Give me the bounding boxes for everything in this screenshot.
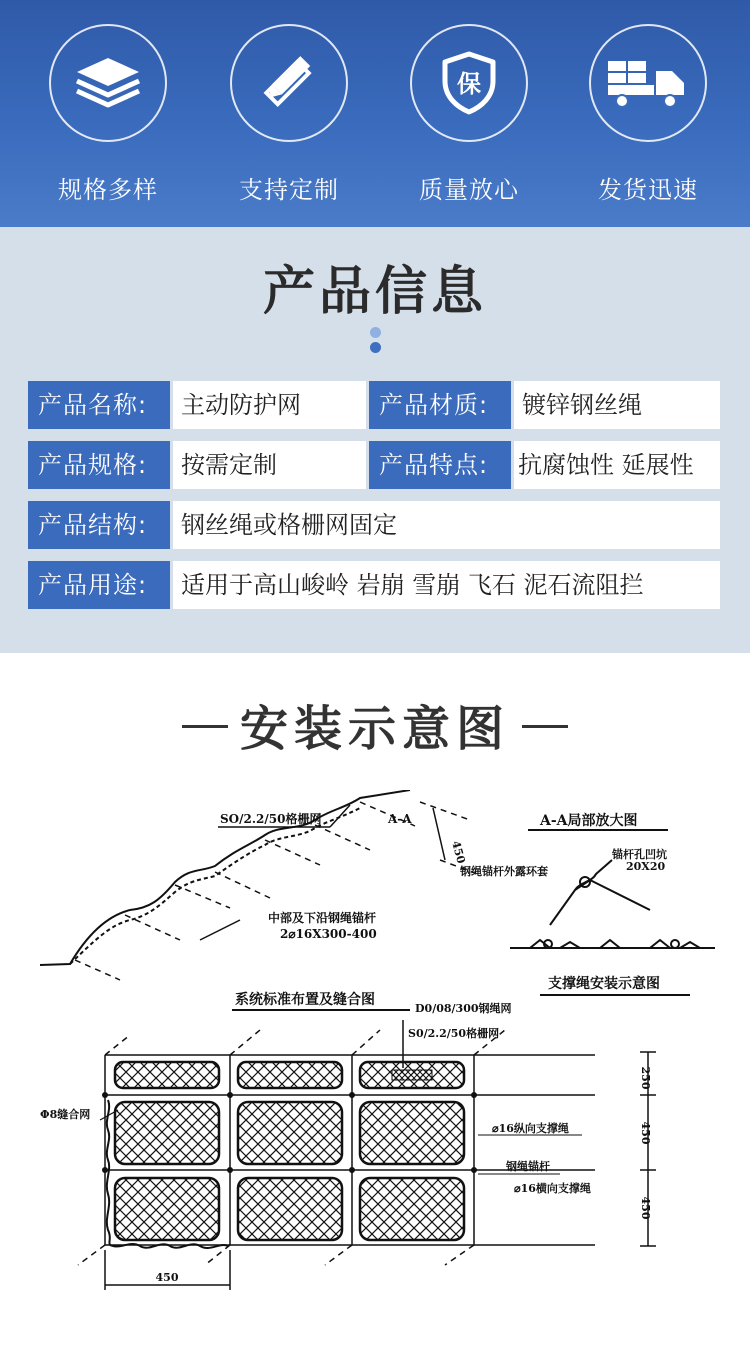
info-value: 按需定制 <box>173 441 366 489</box>
install-diagram <box>0 790 750 1349</box>
support-rope-line <box>510 940 715 948</box>
info-label: 产品用途: <box>28 561 170 609</box>
label-anchor-spec: 2⌀16X300-400 <box>280 927 377 941</box>
layers-icon <box>73 56 143 110</box>
info-label: 产品材质: <box>369 381 511 429</box>
detail-title: A-A局部放大图 <box>540 813 638 829</box>
info-label: 产品结构: <box>28 501 170 549</box>
section-title: 产品信息 <box>262 262 487 322</box>
feature-circle <box>589 24 707 142</box>
info-value: 镀锌钢丝绳 <box>514 381 720 429</box>
label-rope-net: D0/08/300钢绳网 <box>415 1002 512 1015</box>
label-rope-sleeve: 钢绳锚杆外露环套 <box>460 865 548 878</box>
anchor-dashes <box>75 802 480 980</box>
feature-shipping <box>578 24 718 205</box>
pencil-ruler-icon <box>256 52 322 114</box>
label-dim-250: 250 <box>639 1066 652 1090</box>
truck-icon <box>606 57 690 109</box>
title-dash-right <box>522 725 568 728</box>
label-dim-450: 450 <box>639 1121 652 1145</box>
bottom-dimension <box>105 1250 230 1290</box>
info-label: 产品名称: <box>28 381 170 429</box>
shield-icon <box>441 51 497 115</box>
decor-dot <box>370 342 381 353</box>
feature-circle <box>230 24 348 142</box>
install-title: 安装示意图 <box>239 701 510 757</box>
feature-circle <box>49 24 167 142</box>
shield-badge-text: 保 <box>457 70 481 98</box>
label-anchor-mid: 中部及下沿钢绳锚杆 <box>268 911 377 925</box>
feature-label: 规格多样 <box>58 176 158 204</box>
feature-label: 发货迅速 <box>598 176 698 204</box>
feature-band <box>0 0 750 227</box>
label-grid-net2: S0/2.2/50格栅网 <box>408 1027 500 1040</box>
label-seam-net: Φ8缝合网 <box>40 1108 91 1121</box>
feature-label: 质量放心 <box>419 176 519 204</box>
label-anchor-hole: 锚杆孔凹坑 <box>612 848 667 861</box>
info-row <box>28 381 720 429</box>
label-dim: 450 <box>449 839 468 865</box>
info-value: 抗腐蚀性 延展性 <box>514 441 720 489</box>
info-row <box>28 561 720 609</box>
info-value: 主动防护网 <box>173 381 366 429</box>
info-label: 产品规格: <box>28 441 170 489</box>
label-long-rope: ⌀16纵向支撑绳 <box>492 1122 569 1135</box>
info-row <box>28 441 720 489</box>
feature-circle <box>410 24 528 142</box>
net-layout-grid <box>78 1030 595 1265</box>
feature-label: 支持定制 <box>239 176 339 204</box>
feature-quality <box>399 24 539 205</box>
label-dim-450: 450 <box>639 1196 652 1220</box>
label-section-aa: A-A <box>388 812 412 826</box>
info-value: 钢丝绳或格栅网固定 <box>173 501 720 549</box>
decor-dot <box>370 327 381 338</box>
label-hole-size: 20X20 <box>626 860 666 873</box>
product-info-section <box>0 227 750 653</box>
label-steel-anchor: 钢绳锚杆 <box>506 1160 550 1173</box>
label-grid-net: SO/2.2/50格栅网 <box>220 812 322 826</box>
info-label: 产品特点: <box>369 441 511 489</box>
label-cross-rope: ⌀16横向支撑绳 <box>514 1182 591 1195</box>
feature-specs <box>38 24 178 205</box>
feature-custom <box>219 24 359 205</box>
layout-title: 系统标准布置及缝合图 <box>235 992 375 1008</box>
info-value: 适用于高山峻岭 岩崩 雪崩 飞石 泥石流阻拦 <box>173 561 720 609</box>
info-row <box>28 501 720 549</box>
label-support-install: 支撑绳安装示意图 <box>548 976 660 992</box>
label-dim-bottom: 450 <box>155 1271 179 1284</box>
